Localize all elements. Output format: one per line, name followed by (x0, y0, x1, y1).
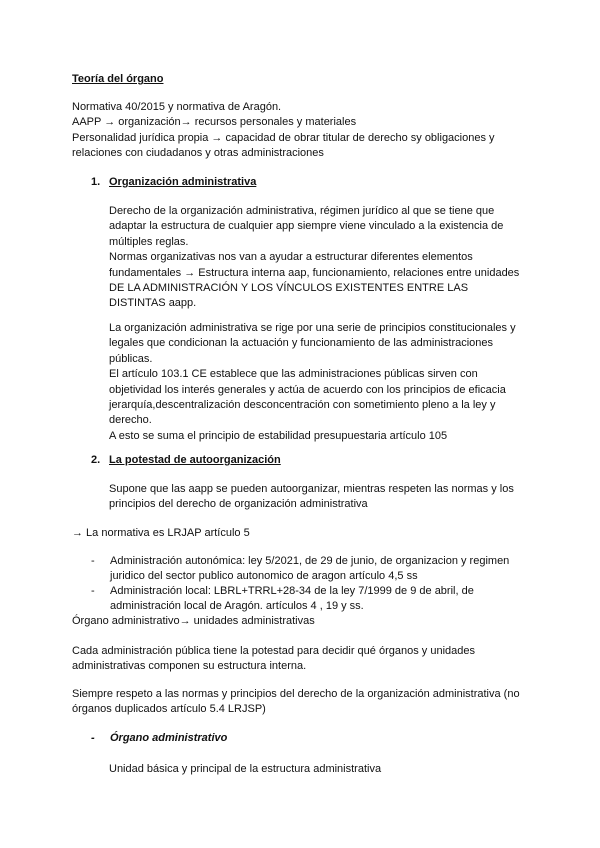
paragraph-line: El artículo 103.1 CE establece que las administraciones públicas sirven con (109, 368, 478, 381)
organo-line: Órgano administrativo→ unidades administrativas (72, 615, 315, 627)
siempre-paragraph (72, 687, 532, 718)
intro-paragraph (72, 100, 532, 162)
list-item-line: Administración local: LBRL+TRRL+28-34 de la ley 7/1999 de 9 de abril, de (110, 585, 474, 597)
paragraph-line: administrativas componen su estructura interna. (72, 660, 307, 673)
list-item-line: administración local de Aragón. artículos 4 , 19 y ss. (110, 600, 364, 613)
paragraph-line: fundamentales → Estructura interna aap, funcionamiento, relaciones entre unidades (109, 266, 520, 279)
list-item-line: Administración autonómica: ley 5/2021, de 29 de junio, de organizacion y regimen (110, 555, 510, 567)
paragraph-line: A esto se suma el principio de estabilidad presupuestaria artículo 105 (109, 429, 448, 442)
paragraph-line: legales que condicionan la actuación y funcionamiento de las administraciones (109, 337, 494, 350)
section-number: 1. (91, 176, 101, 188)
paragraph-line: derecho. (109, 414, 152, 427)
bullet-heading: Órgano administrativo (110, 732, 228, 744)
section-1-paragraph-1 (109, 204, 533, 312)
list-dash: - (91, 555, 95, 567)
intro-line: relaciones con ciudadanos y otras administraciones (72, 147, 324, 160)
paragraph-line: órganos duplicados artículo 5.4 LRJSP) (72, 703, 266, 716)
list-dash: - (91, 585, 95, 597)
paragraph-line: Normas organizativas nos van a ayudar a estructurar diferentes elementos (109, 251, 473, 264)
section-1-paragraph-2 (109, 321, 533, 444)
paragraph-line: objetividad los interés generales y actúa de acuerdo con los principios de eficacia (109, 383, 506, 396)
section-title: Organización administrativa (109, 176, 257, 188)
cada-paragraph (72, 644, 532, 675)
paragraph-line: públicas. (109, 352, 153, 365)
paragraph-line: Cada administración pública tiene la potestad para decidir qué órganos y unidades (72, 645, 475, 657)
section-2-heading (91, 453, 281, 468)
section-2-paragraph-1 (109, 482, 533, 513)
paragraph-line: Siempre respeto a las normas y principios del derecho de la organización administrativa (no (72, 688, 520, 700)
paragraph-line: principios del derecho de organización administrativa (109, 498, 368, 511)
final-line: Unidad básica y principal de la estructura administrativa (109, 763, 382, 775)
paragraph-line: Supone que las aapp se pueden autoorganizar, mientras respeten las normas y los (109, 483, 514, 495)
paragraph-line: adaptar la estructura de cualquier app siempre viene vinculado a la existencia de (109, 220, 504, 233)
section-1-heading (91, 175, 256, 190)
section-title: La potestad de autoorganización (109, 454, 281, 466)
page-title: Teoría del órgano (72, 73, 164, 85)
list-item-line: juridico del sector publico autonomico de aragon artículo 4,5 ss (110, 570, 418, 583)
normativa-line: → La normativa es LRJAP artículo 5 (72, 527, 250, 539)
paragraph-line: DISTINTAS aapp. (109, 297, 197, 310)
paragraph-line: La organización administrativa se rige por una serie de principios constitucionales y (109, 322, 516, 334)
paragraph-line: jerarquía,descentralización desconcentración con sometimiento pleno a la ley y (109, 399, 496, 412)
list-dash: - (91, 732, 95, 744)
section-number: 2. (91, 454, 101, 466)
paragraph-line: DE LA ADMINISTRACIÓN Y LOS VÍNCULOS EXISTENTES ENTRE LAS (109, 282, 469, 295)
intro-line: Normativa 40/2015 y normativa de Aragón. (72, 101, 282, 113)
paragraph-line: Derecho de la organización administrativa, régimen jurídico al que se tiene que (109, 205, 495, 217)
intro-line: Personalidad jurídica propia → capacidad de obrar titular de derecho sy obligaciones y (72, 131, 495, 144)
paragraph-line: múltiples reglas. (109, 235, 189, 248)
intro-line: AAPP → organización→ recursos personales y materiales (72, 116, 357, 129)
